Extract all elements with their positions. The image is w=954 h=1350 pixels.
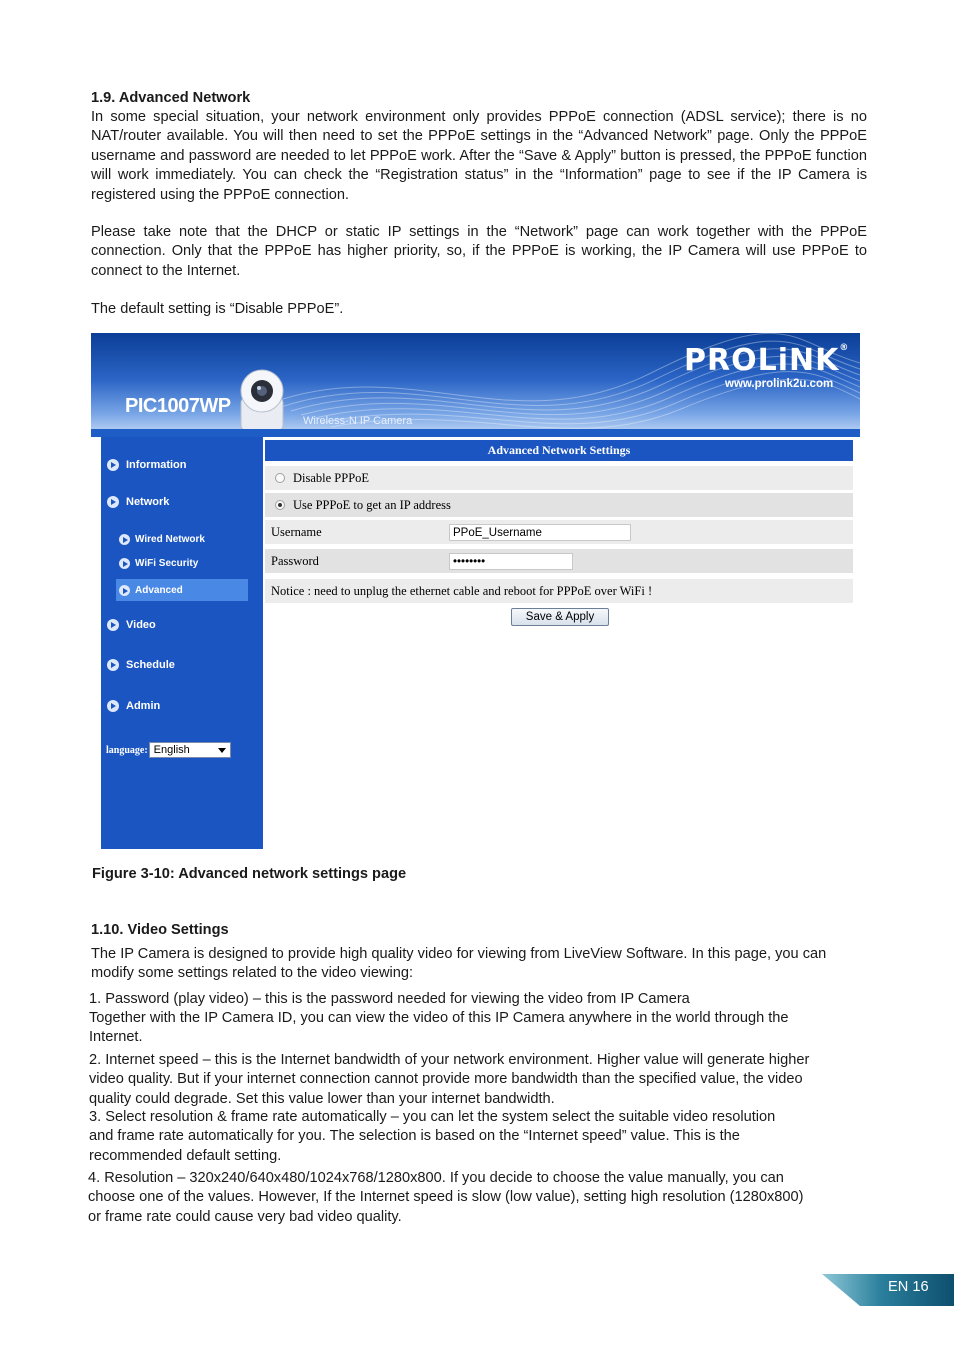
radio-use-pppoe[interactable] (275, 500, 285, 510)
option-disable-pppoe[interactable] (265, 466, 853, 490)
sidebar-item-label: Admin (126, 700, 161, 712)
sidebar-item-label: Information (126, 459, 187, 471)
sidebar-subitem-label: WiFi Security (135, 558, 199, 569)
language-select[interactable] (149, 742, 231, 758)
paragraph-pppoe-intro: In some special situation, your network environment only provides PPPoE connection (ADSL service); there is no NAT/router available. You will then need to set the PPPoE settings in the “Advanced Network” page. Only the PPPoE username and password are needed to let PPPoE work. After the “Save & Apply” button is pressed, the PPPoE function will work immediately. You can check the “Registration status” in the “Information” page to see if the IP Camera is registered using the PPPoE connection. (91, 109, 867, 203)
advanced-network-screenshot (91, 333, 860, 849)
section-heading-video-settings: 1.10. Video Settings (91, 922, 229, 938)
list-item-password-detail: Together with the IP Camera ID, you can view the video of this IP Camera anywhere in the world through the Internet. (89, 1010, 789, 1046)
option-label: Disable PPPoE (293, 470, 370, 485)
panel-title: Advanced Network Settings (265, 440, 853, 461)
notice-row (265, 579, 853, 603)
language-label: language: (106, 744, 148, 756)
password-row (265, 549, 853, 573)
save-apply-button[interactable]: Save & Apply (511, 608, 609, 626)
sidebar-subitem-label: Wired Network (135, 534, 205, 545)
password-input[interactable]: •••••••• (449, 553, 573, 570)
play-bullet-icon (107, 700, 119, 712)
camera-tagline: Wireless-N IP Camera (303, 415, 413, 427)
figure-caption: Figure 3-10: Advanced network settings page (92, 866, 407, 882)
password-label: Password (271, 553, 319, 568)
sidebar-item-information[interactable] (107, 459, 187, 471)
header-banner (91, 333, 860, 437)
sidebar-subitem-wired-network[interactable] (119, 534, 205, 545)
sidebar-item-label: Network (126, 496, 170, 508)
notice-text: Notice : need to unplug the ethernet cable and reboot for PPPoE over WiFi ! (271, 583, 653, 598)
username-input[interactable]: PPoE_Username (449, 524, 631, 541)
banner-strip (91, 429, 860, 437)
page-number: EN 16 (888, 1279, 929, 1295)
sidebar-item-admin[interactable] (107, 700, 160, 712)
prolink-logo: PROLiNK® (684, 343, 850, 378)
play-bullet-icon (107, 659, 119, 671)
play-bullet-icon (119, 585, 130, 596)
play-bullet-icon (107, 459, 119, 471)
sidebar (101, 437, 263, 849)
sidebar-subitem-advanced[interactable] (116, 579, 248, 601)
model-name: PIC1007WP (125, 395, 231, 417)
list-item-password: 1. Password (play video) – this is the password needed for viewing the video from IP Camera (89, 991, 690, 1007)
option-use-pppoe[interactable] (265, 493, 853, 517)
sidebar-item-network[interactable] (107, 496, 169, 508)
username-label: Username (271, 524, 322, 539)
list-item-auto-resolution: 3. Select resolution & frame rate automatically – you can let the system select the suitable video resolution and frame rate automatically for you. The selection is based on the “Internet speed” value. This is the recommended default setting. (89, 1109, 776, 1164)
sidebar-item-video[interactable] (107, 619, 156, 631)
brand-url: www.prolink2u.com (725, 378, 834, 390)
radio-disable-pppoe[interactable] (275, 473, 285, 483)
list-item-resolution: 4. Resolution – 320x240/640x480/1024x768/1280x800. If you decide to choose the value manually, you can choose one of the values. However, If the Internet speed is slow (low value), setting high resolution (1280x800) or frame rate could cause very bad video quality. (88, 1170, 804, 1225)
paragraph-default-setting: The default setting is “Disable PPPoE”. (91, 301, 344, 317)
paragraph-dhcp-note: Please take note that the DHCP or static IP settings in the “Network” page can work together with the PPPoE connection. Only that the PPPoE has higher priority, so, if the PPPoE is working, the IP Camera will use PPPoE to connect to the Internet. (91, 224, 867, 279)
language-value: English (153, 744, 190, 756)
sidebar-item-label: Video (126, 619, 156, 631)
option-label: Use PPPoE to get an IP address (293, 497, 451, 512)
play-bullet-icon (119, 558, 130, 569)
section-heading-advanced-network: 1.9. Advanced Network (91, 90, 251, 106)
settings-panel (265, 440, 853, 623)
play-bullet-icon (119, 534, 130, 545)
camera-image (231, 361, 293, 435)
sidebar-item-schedule[interactable] (107, 659, 175, 671)
play-bullet-icon (107, 496, 119, 508)
play-bullet-icon (107, 619, 119, 631)
chevron-down-icon (218, 748, 226, 753)
sidebar-item-label: Schedule (126, 659, 175, 671)
username-row (265, 520, 853, 544)
language-row (106, 742, 231, 758)
sidebar-subitem-label: Advanced (135, 584, 183, 596)
paragraph-video-intro: The IP Camera is designed to provide high quality video for viewing from LiveView Software. In this page, you can modify some settings related to the video viewing: (91, 946, 827, 982)
sidebar-subitem-wifi-security[interactable] (119, 558, 198, 569)
list-item-internet-speed: 2. Internet speed – this is the Internet bandwidth of your network environment. Higher value will generate higher video quality. But if your internet connection cannot provide more bandwidth than the specified value, the video quality could degrade. Set this value lower than your internet bandwidth. (89, 1052, 810, 1107)
